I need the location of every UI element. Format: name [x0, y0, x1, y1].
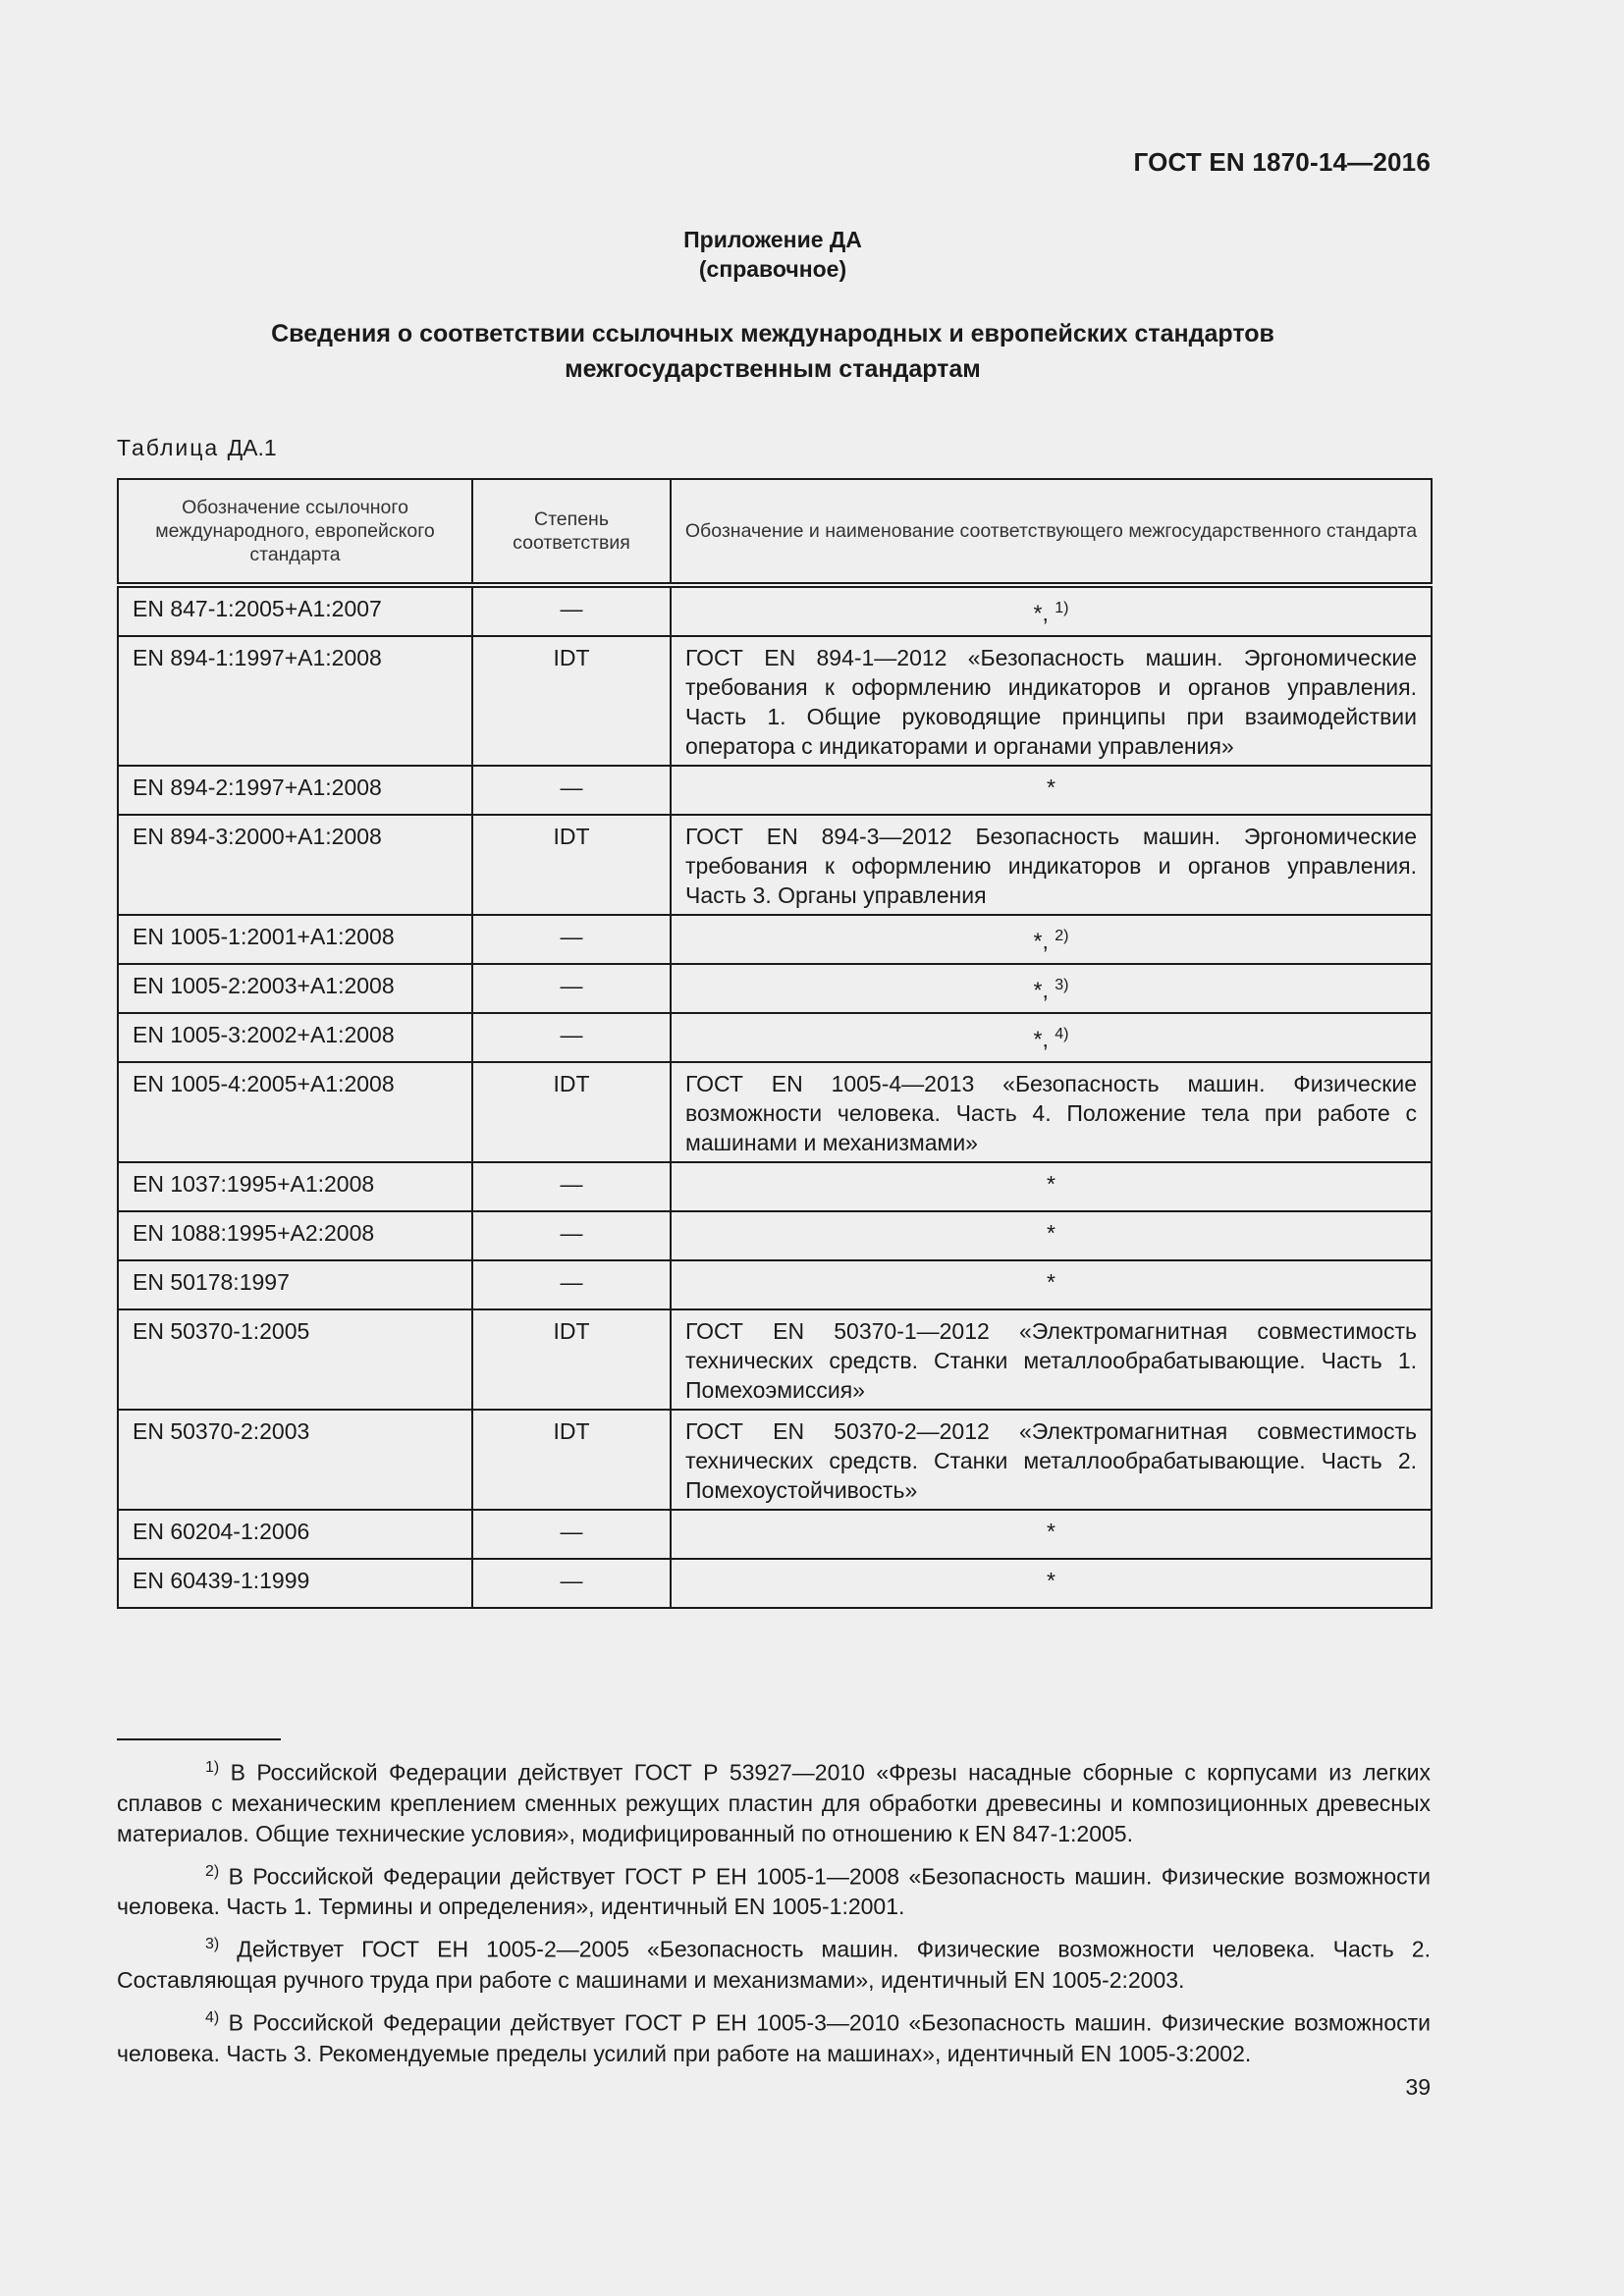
- interstate-standard-text: ГОСТ EN 50370-2—2012 «Электромагнитная совместимость технических средств. Станки металлообрабатывающие. Часть 2. Помехоустойчивость»: [685, 1418, 1417, 1503]
- table-row: [118, 1013, 1432, 1062]
- table-row: [118, 915, 1432, 964]
- appendix-heading: [0, 225, 1545, 284]
- table-row: [118, 1062, 1432, 1162]
- footnote-divider: [117, 1738, 281, 1740]
- table-row: [118, 964, 1432, 1013]
- footnote-mark: 3): [205, 1936, 220, 1953]
- interstate-standard-cell: [671, 815, 1432, 915]
- interstate-standard-text: ГОСТ EN 894-3—2012 Безопасность машин. Эргономические требования к оформлению индикаторов и органов управления. Часть 3. Органы управления: [685, 824, 1417, 908]
- reference-standard-cell: EN 894-1:1997+A1:2008: [118, 636, 472, 766]
- reference-standard-cell: EN 1005-2:2003+A1:2008: [118, 964, 472, 1013]
- footnote-reference: 2): [1055, 928, 1069, 944]
- table-header-row: [118, 479, 1432, 585]
- footnote-reference: 4): [1055, 1026, 1069, 1042]
- interstate-standard-text: *: [1047, 1269, 1056, 1295]
- interstate-standard-cell: [671, 636, 1432, 766]
- interstate-standard-text: ГОСТ EN 50370-1—2012 «Электромагнитная совместимость технических средств. Станки металлообрабатывающие. Часть 1. Помехоэмиссия»: [685, 1318, 1417, 1403]
- degree-of-conformity-cell: —: [472, 915, 671, 964]
- interstate-standard-text: *: [1047, 1568, 1056, 1593]
- table-row: [118, 1510, 1432, 1559]
- interstate-standard-text: *,: [1033, 1026, 1049, 1052]
- header-reference-standard: Обозначение ссылочного международного, европейского стандарта: [118, 479, 472, 585]
- footnote-reference: 1): [1055, 600, 1069, 616]
- interstate-standard-cell: [671, 1410, 1432, 1510]
- table-row: [118, 1162, 1432, 1211]
- table-row: [118, 1260, 1432, 1309]
- degree-of-conformity-cell: —: [472, 585, 671, 636]
- appendix-subtitle: (справочное): [698, 256, 847, 282]
- interstate-standard-text: *: [1047, 774, 1056, 800]
- reference-standard-cell: EN 1005-4:2005+A1:2008: [118, 1062, 472, 1162]
- reference-standard-cell: EN 1005-1:2001+A1:2008: [118, 915, 472, 964]
- footnote-text: Действует ГОСТ ЕН 1005-2—2005 «Безопасность машин. Физические возможности человека. Часть 2. Составляющая ручного труда при работе с машинами и механизмами», идентичный EN 1005-2:2003.: [117, 1936, 1431, 1993]
- table-caption: [117, 435, 277, 461]
- degree-of-conformity-cell: —: [472, 964, 671, 1013]
- interstate-standard-text: *: [1047, 1220, 1056, 1246]
- header-interstate-standard: Обозначение и наименование соответствующего межгосударственного стандарта: [671, 479, 1432, 585]
- section-title-line-1: Сведения о соответствии ссылочных международных и европейских стандартов: [271, 320, 1274, 347]
- footnote: [117, 1929, 1431, 1996]
- interstate-standard-text: *,: [1033, 600, 1049, 626]
- footnotes: [117, 1752, 1431, 2076]
- degree-of-conformity-cell: —: [472, 1162, 671, 1211]
- degree-of-conformity-cell: —: [472, 766, 671, 815]
- degree-of-conformity-cell: IDT: [472, 1410, 671, 1510]
- interstate-standard-cell: [671, 1559, 1432, 1608]
- interstate-standard-text: *,: [1033, 928, 1049, 954]
- reference-standard-cell: EN 1005-3:2002+A1:2008: [118, 1013, 472, 1062]
- interstate-standard-cell: [671, 915, 1432, 964]
- reference-standard-cell: EN 847-1:2005+A1:2007: [118, 585, 472, 636]
- appendix-title: Приложение ДА: [683, 227, 862, 252]
- interstate-standard-cell: [671, 1062, 1432, 1162]
- interstate-standard-cell: [671, 1211, 1432, 1260]
- table-row: [118, 585, 1432, 636]
- reference-standard-cell: EN 50370-1:2005: [118, 1309, 472, 1410]
- interstate-standard-text: *: [1047, 1171, 1056, 1197]
- footnote-text: В Российской Федерации действует ГОСТ Р ЕН 1005-1—2008 «Безопасность машин. Физические возможности человека. Часть 1. Термины и определения», идентичный EN 1005-1:2001.: [117, 1863, 1432, 1920]
- document-code: ГОСТ EN 1870-14—2016: [1133, 147, 1431, 177]
- footnote-text: В Российской Федерации действует ГОСТ Р 53927—2010 «Фрезы насадные сборные с корпусами из легких сплавов с механическим креплением сменных режущих пластин для обработки древесины и композиционных древесных материалов. Общие технические условия», модифицированный по отношению к EN 847-1:2005.: [117, 1759, 1432, 1846]
- interstate-standard-cell: [671, 1309, 1432, 1410]
- degree-of-conformity-cell: IDT: [472, 1062, 671, 1162]
- degree-of-conformity-cell: —: [472, 1260, 671, 1309]
- reference-standard-cell: EN 1088:1995+A2:2008: [118, 1211, 472, 1260]
- section-title: [0, 316, 1545, 387]
- interstate-standard-cell: [671, 766, 1432, 815]
- footnote-text: В Российской Федерации действует ГОСТ Р ЕН 1005-3—2010 «Безопасность машин. Физические возможности человека. Часть 3. Рекомендуемые пределы усилий при работе на машинах», идентичный EN 1005-3:2002.: [117, 2009, 1432, 2066]
- interstate-standard-cell: [671, 1013, 1432, 1062]
- section-title-line-2: межгосударственным стандартам: [565, 355, 981, 383]
- degree-of-conformity-cell: IDT: [472, 636, 671, 766]
- footnote-mark: 2): [205, 1862, 220, 1880]
- footnote-mark: 4): [205, 2008, 220, 2026]
- reference-standard-cell: EN 1037:1995+A1:2008: [118, 1162, 472, 1211]
- degree-of-conformity-cell: —: [472, 1211, 671, 1260]
- degree-of-conformity-cell: IDT: [472, 1309, 671, 1410]
- table-caption-word: Таблица: [117, 435, 220, 460]
- interstate-standard-text: ГОСТ EN 1005-4—2013 «Безопасность машин. Физические возможности человека. Часть 4. Положение тела при работе с машинами и механизмами»: [685, 1071, 1417, 1155]
- table-row: [118, 636, 1432, 766]
- footnote: [117, 1752, 1431, 1849]
- footnote: [117, 1856, 1431, 1923]
- interstate-standard-cell: [671, 585, 1432, 636]
- table-caption-number: ДА.1: [227, 435, 277, 460]
- footnote: [117, 2002, 1431, 2069]
- reference-standard-cell: EN 894-2:1997+A1:2008: [118, 766, 472, 815]
- reference-standard-cell: EN 50178:1997: [118, 1260, 472, 1309]
- reference-standard-cell: EN 50370-2:2003: [118, 1410, 472, 1510]
- interstate-standard-cell: [671, 1510, 1432, 1559]
- footnote-mark: 1): [205, 1759, 220, 1776]
- reference-standard-cell: EN 60204-1:2006: [118, 1510, 472, 1559]
- table-row: [118, 766, 1432, 815]
- degree-of-conformity-cell: —: [472, 1013, 671, 1062]
- table-row: [118, 1309, 1432, 1410]
- table-body: [118, 585, 1432, 1608]
- standards-table: [117, 478, 1433, 1609]
- interstate-standard-cell: [671, 964, 1432, 1013]
- footnote-reference: 3): [1055, 977, 1069, 993]
- interstate-standard-text: *: [1047, 1519, 1056, 1544]
- page-number: 39: [1405, 2074, 1431, 2100]
- table-row: [118, 1559, 1432, 1608]
- table-row: [118, 1211, 1432, 1260]
- table-row: [118, 815, 1432, 915]
- interstate-standard-text: ГОСТ EN 894-1—2012 «Безопасность машин. Эргономические требования к оформлению индикаторов и органов управления. Часть 1. Общие руководящие принципы при взаимодействии оператора с индикаторами и органами управления»: [685, 645, 1417, 759]
- interstate-standard-text: *,: [1033, 977, 1049, 1003]
- reference-standard-cell: EN 894-3:2000+A1:2008: [118, 815, 472, 915]
- table-row: [118, 1410, 1432, 1510]
- reference-standard-cell: EN 60439-1:1999: [118, 1559, 472, 1608]
- degree-of-conformity-cell: —: [472, 1510, 671, 1559]
- interstate-standard-cell: [671, 1260, 1432, 1309]
- interstate-standard-cell: [671, 1162, 1432, 1211]
- degree-of-conformity-cell: IDT: [472, 815, 671, 915]
- degree-of-conformity-cell: —: [472, 1559, 671, 1608]
- header-degree-of-conformity: Степень соответствия: [472, 479, 671, 585]
